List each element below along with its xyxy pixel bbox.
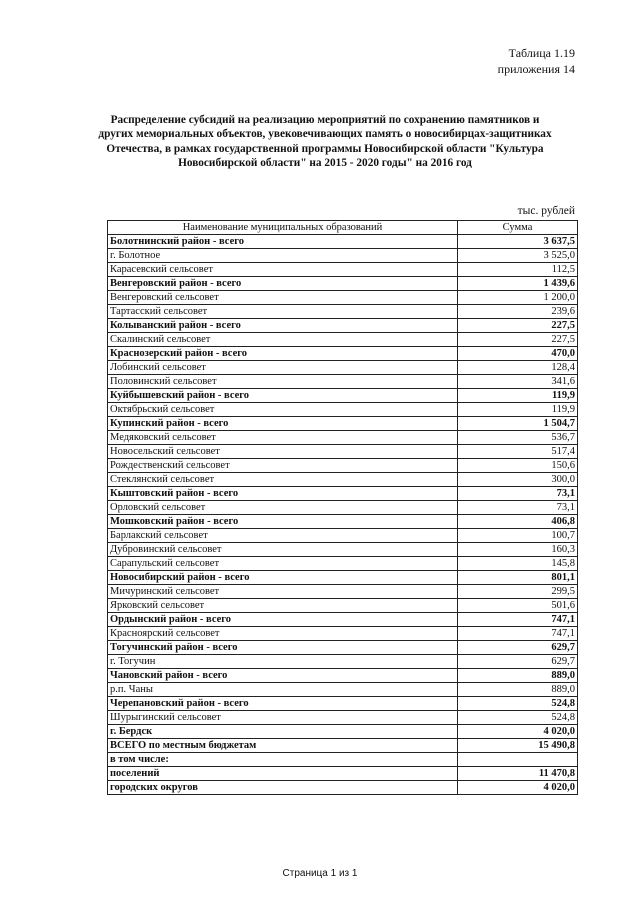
row-name-cell: Сарапульский сельсовет [108,557,458,571]
row-name-cell: Шурыгинский сельсовет [108,711,458,725]
row-sum-cell: 501,6 [458,599,578,613]
row-name-cell: Ярковский сельсовет [108,599,458,613]
subsidy-table [107,220,578,795]
table-row [108,655,578,669]
table-row [108,627,578,641]
column-header-sum: Сумма [458,221,578,235]
table-row [108,459,578,473]
row-sum-cell: 1 504,7 [458,417,578,431]
row-name-cell: Скалинский сельсовет [108,333,458,347]
row-sum-cell [458,753,578,767]
table-row [108,753,578,767]
row-sum-cell: 300,0 [458,473,578,487]
row-sum-cell: 227,5 [458,319,578,333]
row-sum-cell: 524,8 [458,711,578,725]
table-row [108,333,578,347]
table-header-row [108,221,578,235]
row-sum-cell: 470,0 [458,347,578,361]
table-row [108,543,578,557]
row-name-cell: Ордынский район - всего [108,613,458,627]
row-name-cell: г. Бердск [108,725,458,739]
row-name-cell: Лобинский сельсовет [108,361,458,375]
row-name-cell: Октябрьский сельсовет [108,403,458,417]
document-title: Распределение субсидий на реализацию мероприятий по сохранению памятников и других мемориальных объектов, увековечивающих память о новосибирцах-защитниках Отечества, в рамках государственной программы Новосибирской области "Культура Новосибирской области" на 2015 - 2020 годы" на 2016 год [98,114,552,169]
table-number: Таблица 1.19 [508,46,575,60]
row-sum-cell: 1 200,0 [458,291,578,305]
row-sum-cell: 524,8 [458,697,578,711]
table-row [108,417,578,431]
row-sum-cell: 3 637,5 [458,235,578,249]
table-row [108,585,578,599]
row-sum-cell: 889,0 [458,669,578,683]
row-name-cell: Мошковский район - всего [108,515,458,529]
row-sum-cell: 15 490,8 [458,739,578,753]
table-row [108,263,578,277]
row-name-cell: Стеклянский сельсовет [108,473,458,487]
row-name-cell: Кыштовский район - всего [108,487,458,501]
row-sum-cell: 341,6 [458,375,578,389]
row-sum-cell: 4 020,0 [458,781,578,795]
row-sum-cell: 629,7 [458,655,578,669]
row-name-cell: Медяковский сельсовет [108,431,458,445]
row-sum-cell: 747,1 [458,627,578,641]
column-header-name: Наименование муниципальных образований [108,221,458,235]
row-name-cell: Болотнинский район - всего [108,235,458,249]
table-row [108,319,578,333]
row-name-cell: Чановский район - всего [108,669,458,683]
row-sum-cell: 145,8 [458,557,578,571]
row-name-cell: Тогучинский район - всего [108,641,458,655]
table-row [108,599,578,613]
row-name-cell: Новосибирский район - всего [108,571,458,585]
table-row [108,403,578,417]
row-name-cell: Краснозерский район - всего [108,347,458,361]
table-row [108,557,578,571]
row-name-cell: Половинский сельсовет [108,375,458,389]
row-sum-cell: 119,9 [458,403,578,417]
row-name-cell: г. Болотное [108,249,458,263]
row-sum-cell: 801,1 [458,571,578,585]
table-row [108,249,578,263]
row-sum-cell: 100,7 [458,529,578,543]
row-name-cell: Дубровинский сельсовет [108,543,458,557]
page-footer: Страница 1 из 1 [282,868,358,879]
table-row [108,725,578,739]
table-row [108,235,578,249]
row-sum-cell: 239,6 [458,305,578,319]
table-row [108,697,578,711]
row-name-cell: Купинский район - всего [108,417,458,431]
row-name-cell: Черепановский район - всего [108,697,458,711]
table-row [108,683,578,697]
row-name-cell: Венгеровский сельсовет [108,291,458,305]
row-name-cell: ВСЕГО по местным бюджетам [108,739,458,753]
table-row [108,473,578,487]
row-sum-cell: 517,4 [458,445,578,459]
table-row [108,347,578,361]
row-name-cell: Барлакский сельсовет [108,529,458,543]
row-name-cell: Красноярский сельсовет [108,627,458,641]
row-sum-cell: 406,8 [458,515,578,529]
row-name-cell: р.п. Чаны [108,683,458,697]
table-row [108,277,578,291]
table-row [108,487,578,501]
table-row [108,641,578,655]
row-name-cell: поселений [108,767,458,781]
row-name-cell: Карасевский сельсовет [108,263,458,277]
table-row [108,571,578,585]
table-row [108,515,578,529]
row-sum-cell: 128,4 [458,361,578,375]
units-label: тыс. рублей [517,205,575,217]
row-sum-cell: 889,0 [458,683,578,697]
row-sum-cell: 3 525,0 [458,249,578,263]
row-name-cell: Венгеровский район - всего [108,277,458,291]
row-sum-cell: 227,5 [458,333,578,347]
row-name-cell: Орловский сельсовет [108,501,458,515]
row-sum-cell: 112,5 [458,263,578,277]
table-row [108,711,578,725]
row-name-cell: Куйбышевский район - всего [108,389,458,403]
row-sum-cell: 1 439,6 [458,277,578,291]
row-name-cell: городских округов [108,781,458,795]
table-reference [498,45,575,77]
row-sum-cell: 536,7 [458,431,578,445]
row-name-cell: Мичуринский сельсовет [108,585,458,599]
table-row [108,431,578,445]
row-sum-cell: 150,6 [458,459,578,473]
row-name-cell: Колыванский район - всего [108,319,458,333]
table-row [108,305,578,319]
row-sum-cell: 4 020,0 [458,725,578,739]
table-row [108,291,578,305]
table-row [108,361,578,375]
row-sum-cell: 73,1 [458,487,578,501]
table-row [108,501,578,515]
table-row [108,375,578,389]
row-sum-cell: 119,9 [458,389,578,403]
row-name-cell: Рождественский сельсовет [108,459,458,473]
table-row [108,445,578,459]
table-row [108,767,578,781]
row-sum-cell: 629,7 [458,641,578,655]
row-sum-cell: 11 470,8 [458,767,578,781]
table-row [108,739,578,753]
row-name-cell: в том числе: [108,753,458,767]
table-row [108,669,578,683]
table-row [108,781,578,795]
row-sum-cell: 299,5 [458,585,578,599]
row-sum-cell: 73,1 [458,501,578,515]
table-row [108,389,578,403]
table-row [108,529,578,543]
row-name-cell: г. Тогучин [108,655,458,669]
table-row [108,613,578,627]
row-name-cell: Тартасский сельсовет [108,305,458,319]
appendix-number: приложения 14 [497,62,575,76]
row-name-cell: Новосельский сельсовет [108,445,458,459]
row-sum-cell: 160,3 [458,543,578,557]
row-sum-cell: 747,1 [458,613,578,627]
